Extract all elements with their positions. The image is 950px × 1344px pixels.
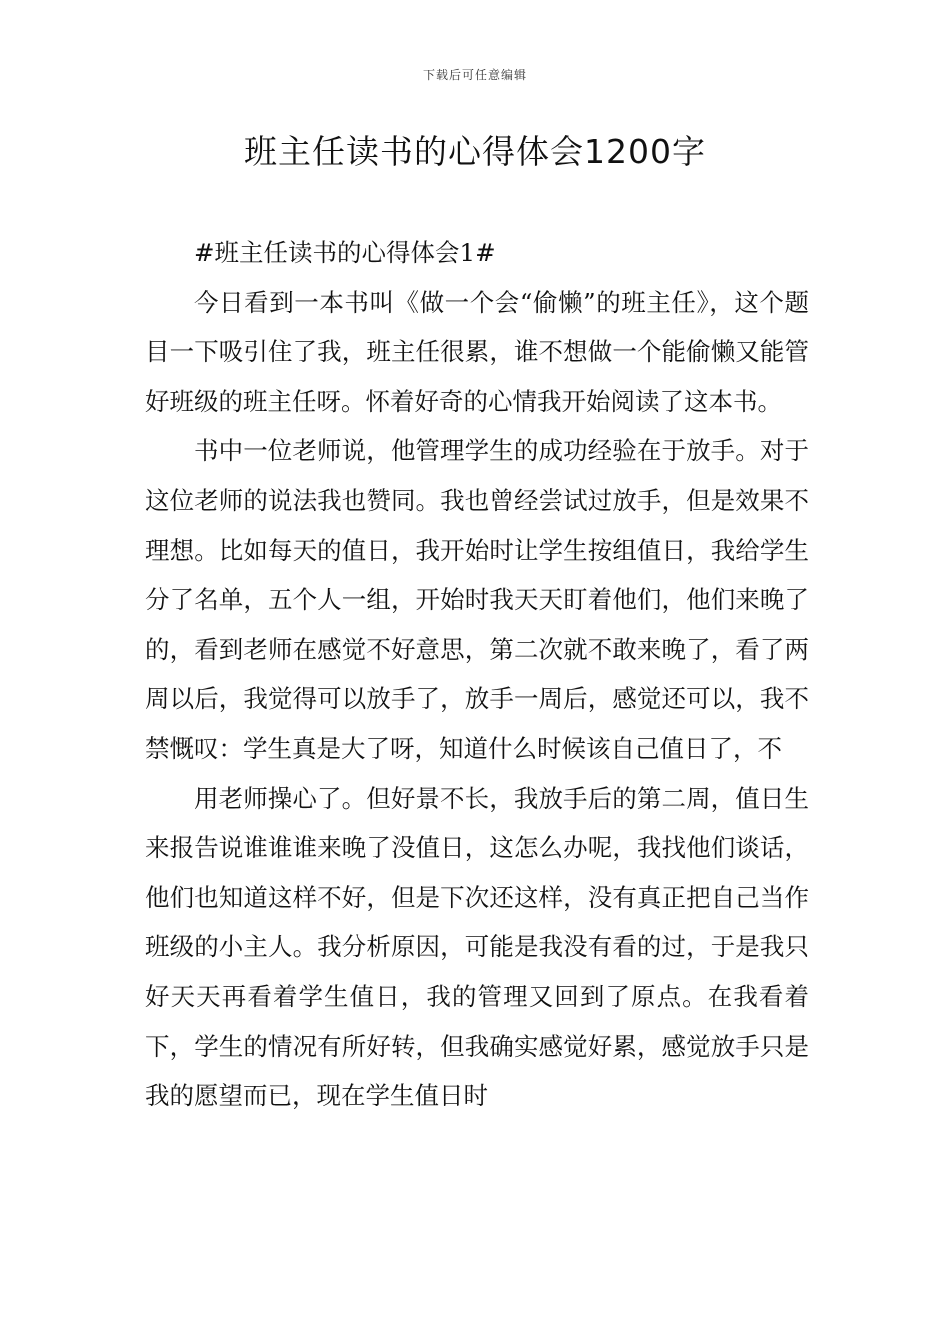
document-title: 班主任读书的心得体会1200字 [244,132,706,171]
section-heading: #班主任读书的心得体会1# [194,238,496,267]
document-body [145,228,809,1121]
paragraph-2: 书中一位老师说，他管理学生的成功经验在于放手。对于这位老师的说法我也赞同。我也曾经尝试过放手，但是效果不理想。比如每天的值日，我开始时让学生按组值日，我给学生分了名单，五个人一组，开始时我天天盯着他们，他们来晚了的，看到老师在感觉不好意思，第二次就不敢来晚了，看了两周以后，我觉得可以放手了，放手一周后，感觉还可以，我不禁慨叹：学生真是大了呀，知道什么时候该自己值日了，不 [145,436,809,763]
header-note: 下载后可任意编辑 [422,68,527,82]
paragraph-1: 今日看到一本书叫《做一个会“偷懒”的班主任》，这个题目一下吸引住了我，班主任很累，谁不想做一个能偷懒又能管好班级的班主任呀。怀着好奇的心情我开始阅读了这本书。 [145,287,809,416]
paragraph-3: 用老师操心了。但好景不长，我放手后的第二周，值日生来报告说谁谁谁来晚了没值日，这怎么办呢，我找他们谈话，他们也知道这样不好，但是下次还这样，没有真正把自己当作班级的小主人。我分析原因，可能是我没有看的过，于是我只好天天再看着学生值日，我的管理又回到了原点。在我看着下，学生的情况有所好转，但我确实感觉好累，感觉放手只是我的愿望而已，现在学生值日时 [145,783,809,1111]
